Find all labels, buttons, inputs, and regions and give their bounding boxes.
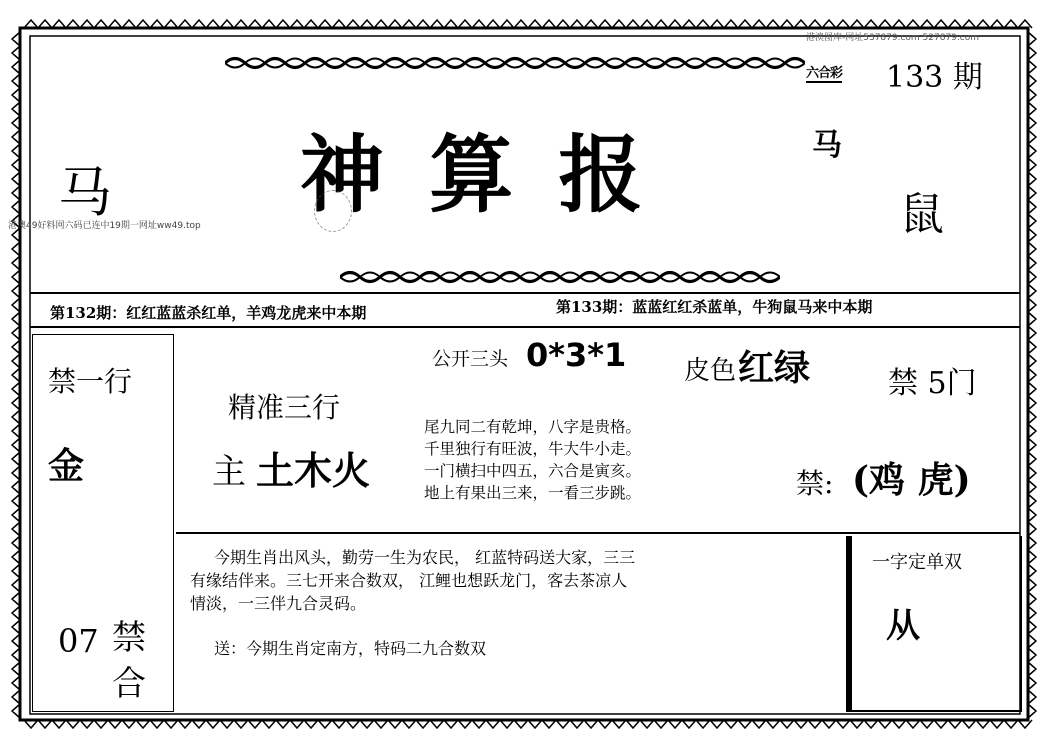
divider-row1-top — [30, 292, 1020, 294]
stamp-mark — [314, 190, 352, 232]
paragraph-line: 今期生肖出风头，勤劳一生为农民， 红蓝特码送大家，三三 — [214, 548, 636, 567]
pise-value: 红绿 — [738, 347, 811, 389]
newspaper-title: 神 算 报 — [300, 125, 651, 224]
main-label: 主 — [212, 452, 246, 492]
precise-three-lines: 精准三行 — [228, 391, 341, 424]
watermark-left: 港澳49好料网六码已连中19期一网址ww49.top — [8, 221, 201, 231]
gongkai-value: 0*3*1 — [526, 336, 627, 374]
zodiac-left: 马 — [58, 161, 112, 224]
lottery-logo: 六合彩 — [806, 62, 842, 83]
poem-line: 一门横扫中四五，六合是寅亥。 — [424, 462, 642, 480]
decorative-vine-top — [225, 54, 805, 72]
main-elements: 土木火 — [256, 448, 371, 493]
ban-door: 禁 5门 — [888, 366, 977, 401]
ban-zodiacs: (鸡 虎) — [852, 459, 971, 501]
poem-line: 尾九同二有乾坤，八字是贵格。 — [424, 418, 642, 436]
ban-line-label: 禁一行 — [48, 365, 133, 398]
ink-mark: 马 — [812, 128, 842, 163]
row1-left-text: 第132期：红红蓝蓝杀红单，羊鸡龙虎来中本期 — [50, 304, 367, 322]
poem-block — [424, 416, 641, 504]
pise-label: 皮色 — [684, 356, 737, 386]
issue-number: 133 期 — [886, 60, 983, 95]
paragraph-line: 有缘结伴来。三七开来合数双， 江鲤也想跃龙门，客去茶凉人 — [190, 571, 628, 590]
poem-line: 地上有果出三来，一看三步跳。 — [424, 484, 642, 502]
paragraph-line: 情淡，一三伴九合灵码。 — [190, 594, 367, 613]
divider-bottom-top — [176, 532, 1020, 534]
one-char-value: 从 — [886, 606, 920, 646]
box-left-thick — [846, 536, 850, 712]
one-char-label: 一字定单双 — [872, 552, 962, 573]
divider-row1-bottom — [30, 326, 1020, 328]
zodiac-right: 鼠 — [900, 189, 944, 240]
bottom-paragraph — [190, 546, 635, 615]
ban-he-1: 禁 — [112, 618, 146, 658]
ban-number: 07 — [58, 622, 99, 660]
gongkai-label: 公开三头 — [432, 348, 509, 370]
send-line: 送：今期生肖定南方，特码二九合数双 — [214, 639, 487, 658]
decorative-vine-bottom — [340, 268, 780, 286]
poem-line: 千里独行有旺波，牛大牛小走。 — [424, 440, 642, 458]
row1-right-text: 第133期：蓝蓝红红杀蓝单，牛狗鼠马来中本期 — [556, 298, 873, 316]
ban-he-2: 合 — [112, 664, 146, 704]
element-metal: 金 — [48, 445, 85, 487]
watermark-top: 港澳图库-网址537879.com 527879.com — [806, 33, 979, 43]
ban-label: 禁: — [796, 467, 834, 500]
